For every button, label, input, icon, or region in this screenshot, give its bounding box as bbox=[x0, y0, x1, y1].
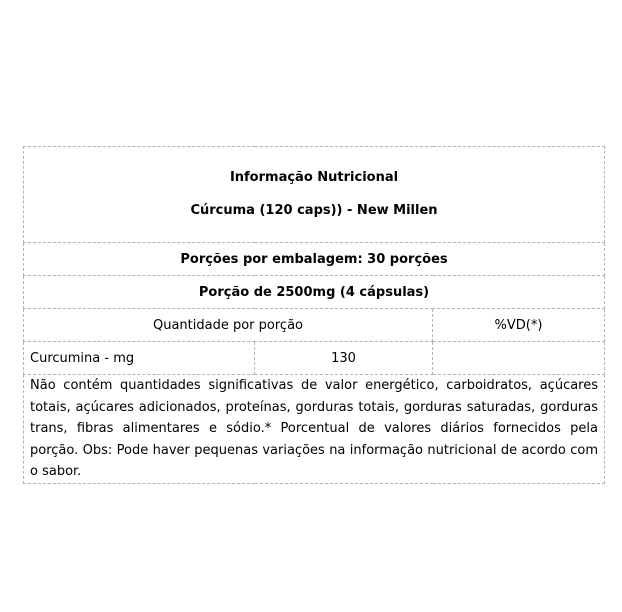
nutrient-dv bbox=[433, 342, 605, 375]
table-header-row bbox=[24, 147, 605, 243]
nutrition-facts-table bbox=[23, 146, 605, 484]
column-header-row bbox=[24, 309, 605, 342]
table-title: Informação Nutricional bbox=[229, 170, 399, 185]
quantity-column-header: Quantidade por porção bbox=[24, 309, 433, 342]
nutrient-name: Curcumina - mg bbox=[24, 342, 255, 375]
nutrient-value: 130 bbox=[255, 342, 433, 375]
table-row bbox=[24, 342, 605, 375]
serving-size: Porção de 2500mg (4 cápsulas) bbox=[24, 276, 605, 309]
servings-per-package-row bbox=[24, 243, 605, 276]
product-name: Cúrcuma (120 caps)) - New Millen bbox=[190, 203, 438, 218]
servings-per-package: Porções por embalagem: 30 porções bbox=[24, 243, 605, 276]
footnote-row bbox=[24, 375, 605, 484]
table-header-cell bbox=[24, 147, 605, 243]
dv-column-header: %VD(*) bbox=[433, 309, 605, 342]
footnote: Não contém quantidades significativas de valor energético, carboidratos, açúcares totais, açúcares adicionados, proteínas, gorduras totais, gorduras saturadas, gorduras trans, fibras alimentares e sódio.* Porcentual de valores diários fornecidos pela porção. Obs: Pode haver pequenas variações na informação nutricional de acordo com o sabor. bbox=[24, 375, 605, 484]
serving-size-row bbox=[24, 276, 605, 309]
